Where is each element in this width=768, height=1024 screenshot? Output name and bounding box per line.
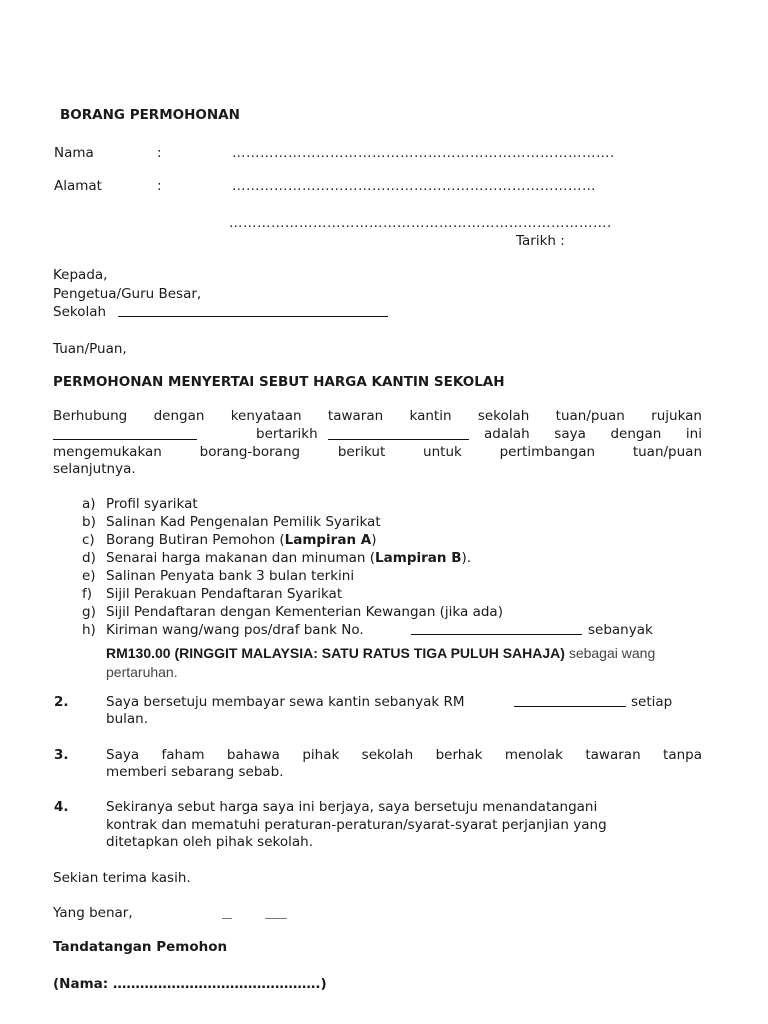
sebanyak-text: sebanyak	[588, 622, 653, 638]
list-letter: f)	[82, 586, 93, 602]
nama-dotted-line: ……………………………………………………………………….	[232, 145, 615, 161]
list-letter: c)	[82, 532, 95, 548]
thanks-text: Sekian terima kasih.	[53, 870, 191, 886]
nama-colon: :	[157, 145, 162, 161]
bertarikh-text: bertarikh	[256, 426, 318, 442]
list-item-c	[106, 531, 377, 549]
list-letter: g)	[82, 604, 96, 620]
lampiran-a-text: Lampiran A	[284, 532, 372, 548]
lampiran-b-text: Lampiran B	[375, 550, 462, 566]
point-4-line-2: kontrak dan mematuhi peraturan-peraturan/syarat-syarat perjanjian yang	[106, 817, 607, 833]
list-item-text: Salinan Kad Pengenalan Pemilik Syarikat	[106, 514, 381, 530]
form-title: BORANG PERMOHONAN	[60, 107, 240, 123]
payment-amount-bold: RM130.00 (RINGGIT MALAYSIA: SATU RATUS TIGA PULUH SAHAJA)	[106, 645, 565, 661]
point-2-line-1: Saya bersetuju membayar sewa kantin sebanyak RM	[106, 694, 465, 710]
intro-line-1: Berhubung dengan kenyataan tawaran kantin sekolah tuan/puan rujukan	[53, 408, 702, 424]
bertarikh-blank-line	[328, 439, 469, 440]
rujukan-blank-line	[53, 439, 197, 440]
setiap-text: setiap	[631, 694, 673, 710]
alamat-colon: :	[157, 178, 162, 194]
sekolah-label: Sekolah	[53, 304, 107, 320]
point-4-line-1: Sekiranya sebut harga saya ini berjaya, saya bersetuju menandatangani	[106, 799, 598, 815]
list-item-text: Salinan Penyata bank 3 bulan terkini	[106, 568, 355, 584]
intro-line-3: mengemukakan borang-borang berikut untuk pertimbangan tuan/puan	[53, 444, 702, 460]
point-number: 4.	[54, 799, 69, 815]
list-letter: a)	[82, 496, 96, 512]
list-item-suffix: ).	[461, 550, 472, 566]
point-number: 3.	[54, 747, 69, 763]
payment-amount-rest: sebagai wang	[564, 645, 656, 661]
list-item-text: Profil syarikat	[106, 496, 198, 512]
payment-line-2: pertaruhan.	[106, 664, 178, 680]
list-letter: d)	[82, 550, 96, 566]
point-2-line-2: bulan.	[106, 711, 148, 727]
point-number: 2.	[54, 694, 69, 710]
applicant-name-line: (Nama: ……………………………………….)	[53, 976, 327, 992]
nama-label: Nama	[54, 145, 94, 161]
alamat-dotted-line-2: ……………………………………………………………………….	[229, 215, 612, 231]
point-3-line-1: Saya faham bahawa pihak sekolah berhak menolak tawaran tanpa	[106, 747, 702, 763]
tarikh-label: Tarikh :	[516, 233, 565, 249]
salutation: Tuan/Puan,	[53, 341, 127, 357]
list-letter: e)	[82, 568, 96, 584]
signature-label: Tandatangan Pemohon	[53, 939, 228, 955]
draf-bank-no-blank-line	[411, 634, 582, 635]
list-item-text: Sijil Perakuan Pendaftaran Syarikat	[106, 586, 343, 602]
list-item-text: Borang Butiran Pemohon (	[106, 532, 285, 548]
sekolah-blank-line	[118, 316, 388, 317]
point-4-line-3: ditetapkan oleh pihak sekolah.	[106, 834, 313, 850]
subject-heading: PERMOHONAN MENYERTAI SEBUT HARGA KANTIN SEKOLAH	[53, 374, 505, 390]
list-item-text: Kiriman wang/wang pos/draf bank No.	[106, 622, 364, 638]
pengetua-text: Pengetua/Guru Besar,	[53, 286, 202, 302]
list-item-text: Sijil Pendaftaran dengan Kementerian Kewangan (jika ada)	[106, 604, 503, 620]
list-letter: h)	[82, 622, 96, 638]
intro-line-2-tail: adalah saya dengan ini	[484, 426, 702, 442]
alamat-label: Alamat	[54, 178, 102, 194]
list-letter: b)	[82, 514, 96, 530]
yours-text: Yang benar,	[53, 905, 133, 921]
signature-mark	[265, 918, 287, 919]
intro-line-4: selanjutnya.	[53, 461, 136, 477]
payment-amount-line	[106, 644, 655, 662]
signature-mark	[222, 918, 232, 919]
kepada-text: Kepada,	[53, 267, 108, 283]
sewa-amount-blank-line	[514, 706, 626, 707]
list-item-suffix: )	[371, 532, 377, 548]
list-item-d	[106, 549, 471, 567]
point-3-line-2: memberi sebarang sebab.	[106, 764, 284, 780]
list-item-text: Senarai harga makanan dan minuman (	[106, 550, 376, 566]
alamat-dotted-line-1: ……………………………………………………………………	[232, 178, 596, 194]
